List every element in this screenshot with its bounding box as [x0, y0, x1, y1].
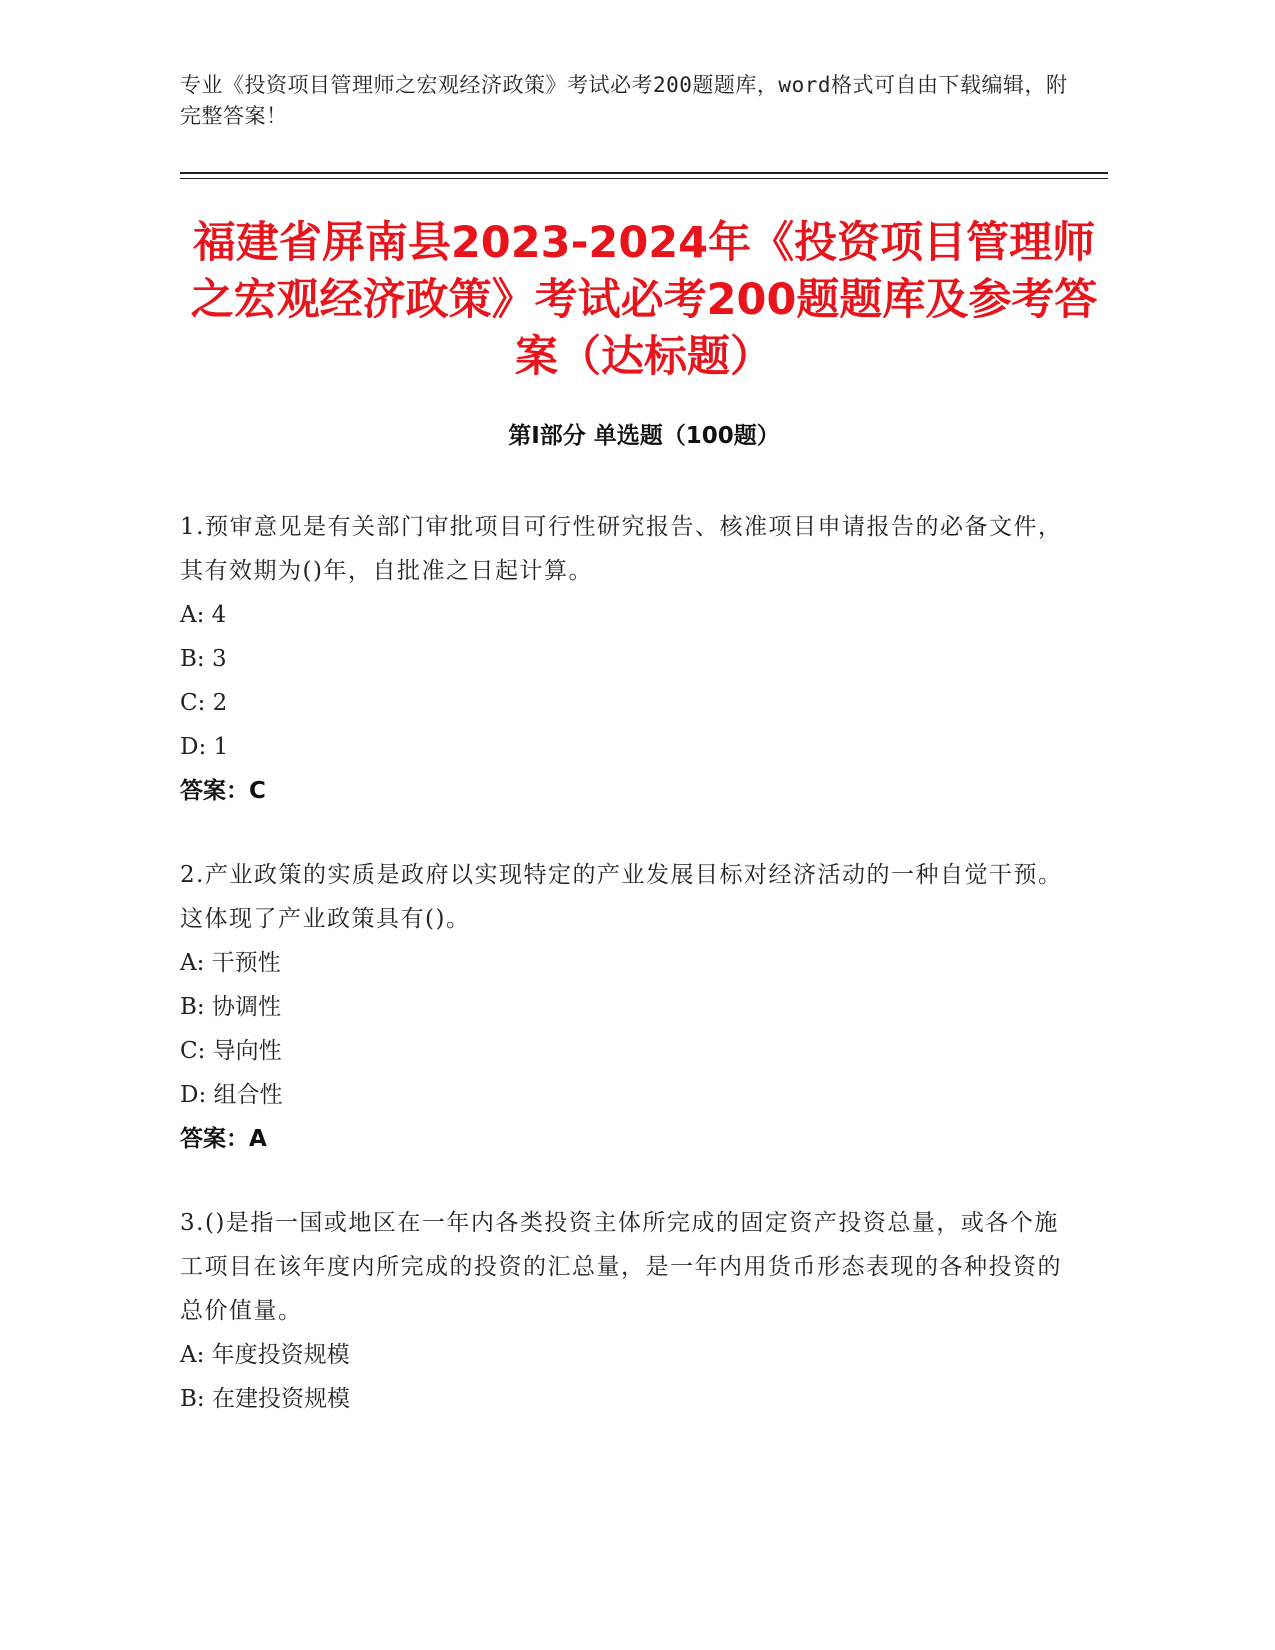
option-d: D: 组合性 — [180, 1082, 283, 1108]
header-note: 专业《投资项目管理师之宏观经济政策》考试必考200题题库，word格式可自由下载编辑，附完整答案！ — [180, 73, 1068, 128]
question-1 — [180, 505, 1080, 813]
question-2 — [180, 853, 1080, 1161]
option-a: A: 干预性 — [180, 950, 281, 976]
question-3 — [180, 1201, 1080, 1421]
option-b: B: 在建投资规模 — [180, 1386, 350, 1412]
option-c: C: 导向性 — [180, 1038, 282, 1064]
document-title: 福建省屏南县2023-2024年《投资项目管理师之宏观经济政策》考试必考200题题库及参考答案（达标题） — [190, 218, 1098, 382]
option-d: D: 1 — [180, 734, 229, 760]
option-a: A: 年度投资规模 — [180, 1342, 350, 1368]
question-stem: 3.()是指一国或地区在一年内各类投资主体所完成的固定资产投资总量，或各个施工项目在该年度内所完成的投资的汇总量，是一年内用货币形态表现的各种投资的总价值量。 — [180, 1210, 1062, 1324]
question-answer: 答案：A — [180, 1126, 267, 1152]
option-b: B: 协调性 — [180, 994, 281, 1020]
option-b: B: 3 — [180, 646, 227, 672]
section-title: 第Ⅰ部分 单选题（100题） — [508, 423, 780, 449]
question-stem: 2.产业政策的实质是政府以实现特定的产业发展目标对经济活动的一种自觉干预。这体现了产业政策具有()。 — [180, 862, 1063, 932]
header-divider-thick — [180, 172, 1108, 174]
option-a: A: 4 — [180, 602, 227, 628]
option-c: C: 2 — [180, 690, 228, 716]
question-answer: 答案：C — [180, 778, 266, 804]
question-stem: 1.预审意见是有关部门审批项目可行性研究报告、核准项目申请报告的必备文件，其有效期为()年，自批准之日起计算。 — [180, 514, 1063, 584]
header-divider-thin — [180, 178, 1108, 179]
